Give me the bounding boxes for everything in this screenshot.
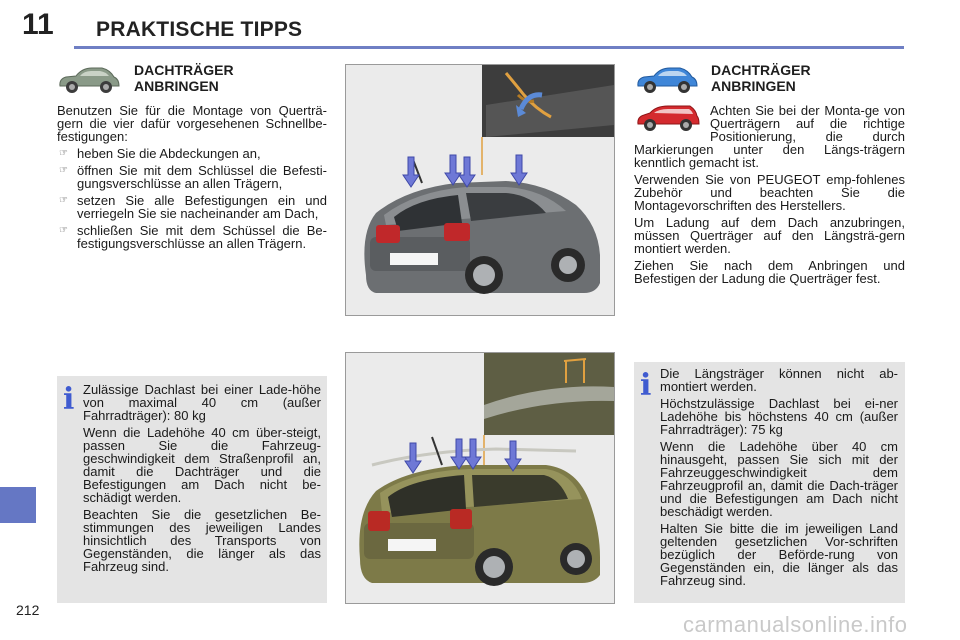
blue-hatchback-car-icon (634, 64, 700, 96)
info-left-para2: Wenn die Ladehöhe 40 cm über-steigt, passen Sie die Fahrzeug-geschwindigkeit dem Straßenprofil an, damit die Dachträger und die Befestigungen am Dach nicht be-schädigt werden. (83, 425, 321, 505)
info-right-para4: Halten Sie bitte die im jeweiligen Land geltenden gesetzlichen Vor-schriften bezüglich der Beförde-rung von Gegenständen ein, die länger als das Fahrzeug sind. (660, 521, 898, 588)
pointing-hand-icon: ☞ (59, 165, 68, 176)
left-intro: Benutzen Sie für die Montage von Querträ-gern die vier dafür vorgesehenen Schnellbe-festigungen: (57, 103, 327, 144)
chapter-number: 11 (22, 8, 54, 41)
watermark: carmanualsonline.info (683, 612, 908, 637)
list-item: ☞ öffnen Sie mit dem Schlüssel die Befesti-gungsverschlüsse an allen Trägern, (59, 163, 327, 191)
header-rule (74, 46, 904, 49)
pointing-hand-icon: ☞ (59, 195, 68, 206)
info-left-para1: Zulässige Dachlast bei einer Lade-höhe von maximal 40 cm (außer Fahrradträger): 80 kg (83, 382, 321, 423)
pointing-hand-icon: ☞ (59, 148, 68, 159)
left-heading: DACHTRÄGER ANBRINGEN (134, 62, 234, 94)
pointing-hand-icon: ☞ (59, 225, 68, 236)
info-box-left-text (83, 383, 321, 577)
page-number: 212 (16, 602, 40, 618)
right-para4: Ziehen Sie nach dem Anbringen und Befestigen der Ladung die Querträger fest. (634, 258, 905, 286)
info-icon: i (640, 368, 652, 403)
info-box-right-text (660, 367, 898, 591)
info-box-left (57, 376, 327, 603)
list-item: ☞ schließen Sie mit dem Schüssel die Be-festigungsverschlüsse an allen Trägern. (59, 223, 327, 251)
left-body (57, 104, 327, 254)
info-left-para3: Beachten Sie die gesetzlichen Be-stimmungen des jeweiligen Landes hinsichtlich des Transports von Gegenständen, die länger als das Fahrzeug sind. (83, 507, 321, 574)
right-para1: Achten Sie bei der Monta-ge von Querträgern auf die richtige Positionierung, die durch Markierungen unter den Längs-trägern kenntlich gemacht ist. (634, 103, 905, 170)
list-item: ☞ heben Sie die Abdeckungen an, (59, 146, 261, 161)
list-item: ☞ setzen Sie alle Befestigungen ein und verriegeln Sie sie nacheinander am Dach, (59, 193, 327, 221)
info-right-para2: Höchstzulässige Dachlast bei ei-ner Ladehöhe bis höchstens 40 cm (außer Fahrradträger): 75 kg (660, 396, 898, 437)
chapter-side-tab (0, 487, 36, 523)
figure-sw-roof-rails (345, 352, 615, 604)
grey-hatchback-car-icon (56, 64, 122, 96)
right-para2: Verwenden Sie von PEUGEOT emp-fohlenes Zubehör und beachten Sie die Montagevorschriften des Herstellers. (634, 172, 905, 213)
info-right-para1: Die Längsträger können nicht ab-montiert werden. (660, 366, 898, 394)
right-body (634, 104, 905, 289)
left-bullet-list (57, 147, 327, 250)
info-right-para3: Wenn die Ladehöhe über 40 cm hinausgeht, passen Sie sich mit der Fahrzeuggeschwindigkeit dem Fahrzeugprofil an, damit die Dach-träger und die Befestigungen am Dach nicht beschädigt werden. (660, 439, 898, 519)
chapter-title: PRAKTISCHE TIPPS (96, 18, 303, 41)
right-heading: DACHTRÄGER ANBRINGEN (711, 62, 811, 94)
info-icon: i (63, 382, 75, 417)
right-para3: Um Ladung auf dem Dach anzubringen, müssen Querträger auf den Längsträ-gern montiert werden. (634, 215, 905, 256)
info-box-right (634, 362, 905, 603)
figure-hatchback-roof-mounts (345, 64, 615, 316)
